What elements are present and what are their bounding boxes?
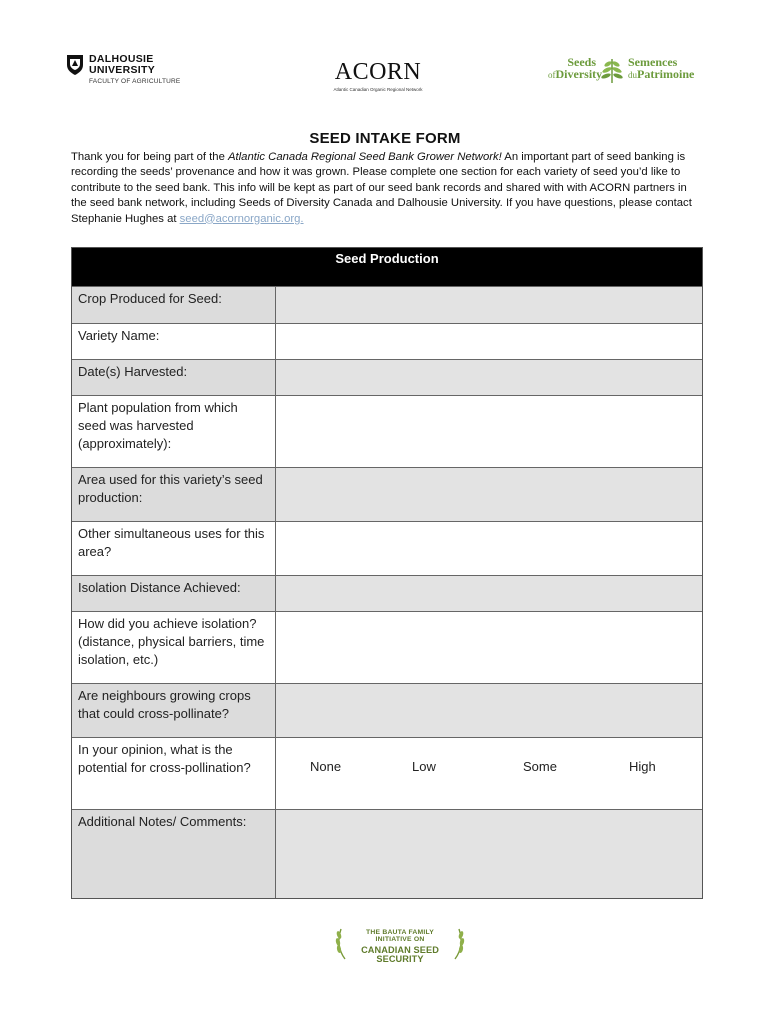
date-harvested-input[interactable] — [276, 360, 702, 395]
bauta-line1: THE BAUTA FAMILY INITIATIVE ON — [366, 929, 434, 943]
wheat-right-icon — [451, 927, 467, 961]
sod-fr-du: du — [628, 70, 637, 80]
row-isolation-distance — [72, 575, 702, 611]
intro-text-2: An important part of seed banking is recording the seeds’ provenance and how it was grown. Please complete one section for each variety of seed you’d like to contribute to the seed bank. This info will be kept as part of our seed bank records and shared with with ACORN partners in the seed bank network, including Seeds of Diversity Canada and Dalhousie University. If you have questions, please contact Stephanie Hughes at — [71, 151, 692, 225]
header-logos — [0, 0, 770, 110]
row-label: Variety Name: — [72, 324, 276, 359]
seeds-of-diversity-english — [548, 55, 603, 81]
row-label: Area used for this variety’s seed production: — [72, 468, 276, 521]
option-low[interactable]: Low — [412, 759, 436, 774]
simultaneous-uses-input[interactable] — [276, 522, 702, 575]
dalhousie-name-line2: UNIVERSITY — [89, 63, 156, 76]
option-some[interactable]: Some — [523, 759, 557, 774]
row-additional-notes — [72, 809, 702, 898]
seeds-of-diversity-french — [628, 56, 694, 81]
bauta-initiative-logo — [333, 927, 467, 964]
dalhousie-name-line1: DALHOUSIE — [89, 53, 154, 65]
plant-population-input[interactable] — [276, 396, 702, 467]
sod-en-line2: Diversity — [555, 67, 603, 81]
sod-en-of: of — [548, 70, 556, 80]
row-label: Additional Notes/ Comments: — [72, 810, 276, 898]
row-isolation-method — [72, 611, 702, 683]
contact-email-link[interactable]: seed@acornorganic.org. — [179, 212, 304, 225]
row-label: How did you achieve isolation? (distance, physical barriers, time isolation, etc.) — [72, 612, 276, 683]
row-label: Other simultaneous uses for this area? — [72, 522, 276, 575]
row-label: Are neighbours growing crops that could cross-pollinate? — [72, 684, 276, 737]
row-variety — [72, 323, 702, 359]
neighbours-crops-input[interactable] — [276, 684, 702, 737]
isolation-method-input[interactable] — [276, 612, 702, 683]
row-cross-pollination-potential — [72, 737, 702, 809]
intro-network-name: Atlantic Canada Regional Seed Bank Grower Network! — [228, 151, 502, 163]
row-label: Isolation Distance Achieved: — [72, 576, 276, 611]
row-area-used — [72, 467, 702, 521]
dalhousie-logo — [66, 54, 180, 86]
row-label: Date(s) Harvested: — [72, 360, 276, 395]
variety-input[interactable] — [276, 324, 702, 359]
intro-text-1: Thank you for being part of the — [71, 151, 228, 163]
row-label: Plant population from which seed was harvested (approximately): — [72, 396, 276, 467]
acorn-subtitle: Atlantic Canadian Organic Regional Network — [333, 87, 423, 92]
acorn-wordmark: ACORN — [334, 59, 422, 85]
section-header: Seed Production — [72, 248, 702, 286]
intro-paragraph — [71, 150, 701, 227]
sod-fr-line2: Patrimoine — [637, 67, 695, 81]
row-label: Crop Produced for Seed: — [72, 287, 276, 323]
row-date-harvested — [72, 359, 702, 395]
cross-pollination-options — [276, 738, 702, 809]
seed-production-table — [71, 247, 703, 899]
additional-notes-input[interactable] — [276, 810, 702, 898]
isolation-distance-input[interactable] — [276, 576, 702, 611]
row-neighbours-crops — [72, 683, 702, 737]
sprig-icon — [598, 56, 626, 84]
row-plant-population — [72, 395, 702, 467]
sod-en-line1: Seeds — [567, 55, 596, 69]
sod-fr-line1: Semences — [628, 55, 678, 69]
option-high[interactable]: High — [629, 759, 656, 774]
acorn-logo — [330, 60, 426, 92]
row-crop — [72, 286, 702, 323]
bauta-line2: CANADIAN SEED SECURITY — [361, 944, 439, 964]
dalhousie-faculty: FACULTY OF AGRICULTURE — [89, 78, 181, 85]
row-label: In your opinion, what is the potential for cross-pollination? — [72, 738, 276, 809]
row-simultaneous-uses — [72, 521, 702, 575]
seeds-of-diversity-logo — [548, 56, 698, 88]
crop-input[interactable] — [276, 287, 702, 323]
area-used-input[interactable] — [276, 468, 702, 521]
option-none[interactable]: None — [310, 759, 342, 774]
form-title: SEED INTAKE FORM — [309, 130, 461, 147]
dalhousie-shield-icon — [66, 54, 84, 76]
